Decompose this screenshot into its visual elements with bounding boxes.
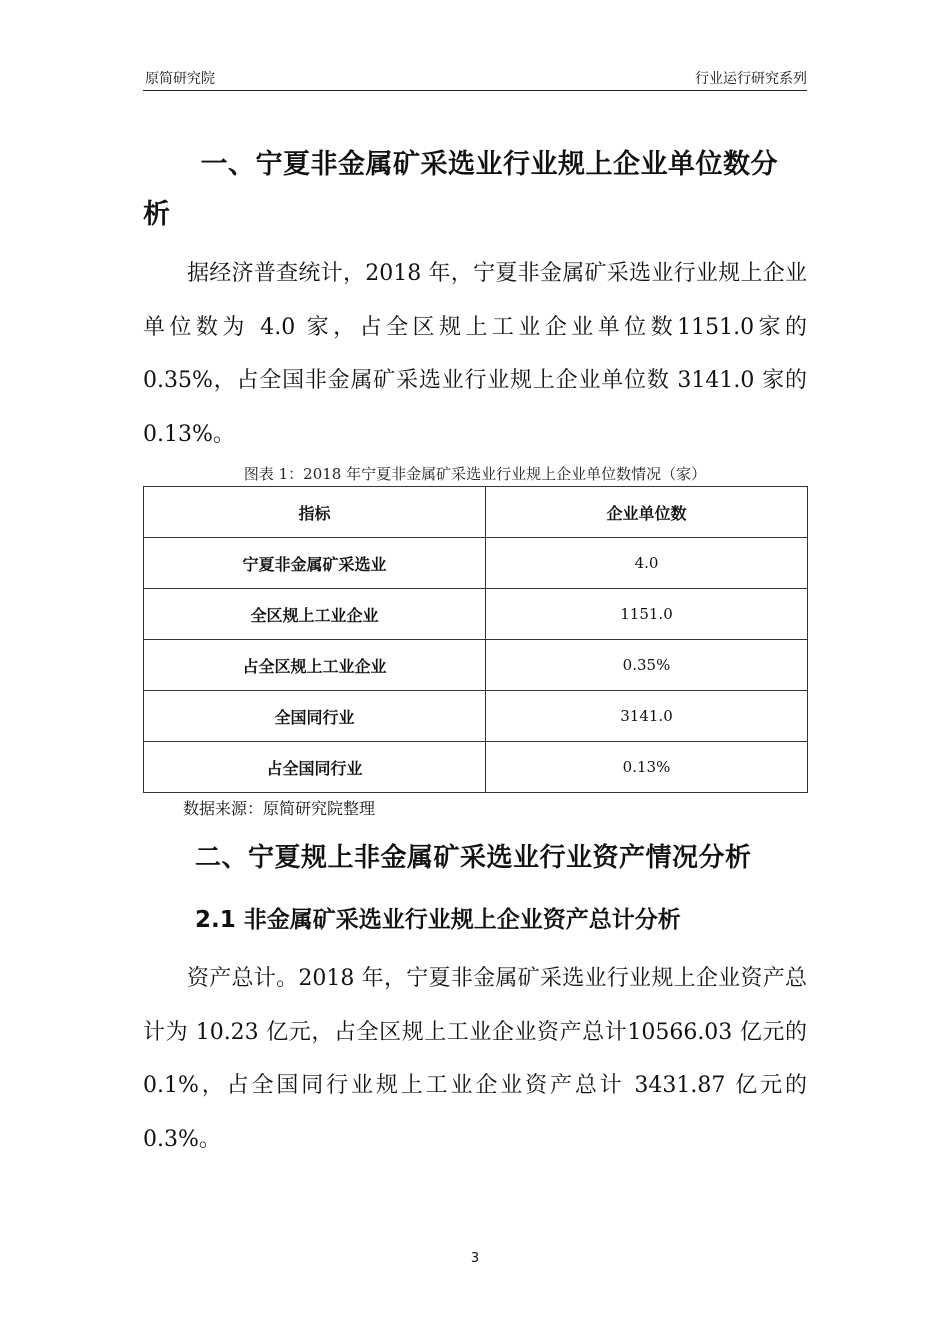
- header-org-name: 原简研究院: [145, 71, 215, 87]
- section1-title-line1: 一、宁夏非金属矿采选业行业规上企业单位数分: [173, 149, 778, 180]
- table-row: [144, 691, 808, 742]
- section1-title-line2: 析: [143, 199, 171, 230]
- subsection-2-1-title: 2.1 非金属矿采选业行业规上企业资产总计分析: [195, 907, 681, 933]
- table-row-value: 1151.0: [486, 589, 808, 640]
- table-row-label: 占全区规上工业企业: [144, 640, 486, 691]
- table-caption: 图表 1：2018 年宁夏非金属矿采选业行业规上企业单位数情况（家）: [243, 465, 707, 483]
- page-header: [143, 68, 807, 91]
- table-row: [144, 742, 808, 793]
- table-source-note: 数据来源：原简研究院整理: [183, 799, 376, 818]
- section2-paragraph: 资产总计。2018 年，宁夏非金属矿采选业行业规上企业资产总计为 10.23 亿元，占全区规上工业企业资产总计10566.03 亿元的 0.1%，占全国同行业规上工业企业资产总计 3431.87 亿元的 0.3%。: [143, 966, 807, 1152]
- enterprise-count-table: [143, 486, 808, 793]
- table-row: [144, 640, 808, 691]
- table-header-count: 企业单位数: [486, 487, 808, 538]
- page-number: 3: [470, 1251, 480, 1266]
- section1-title: [143, 140, 807, 240]
- table-row-label: 全国同行业: [144, 691, 486, 742]
- section2-title: 二、宁夏规上非金属矿采选业行业资产情况分析: [195, 843, 752, 873]
- table-row: [144, 538, 808, 589]
- table-header-row: [144, 487, 808, 538]
- table-row-label: 占全国同行业: [144, 742, 486, 793]
- table-row-value: 0.13%: [486, 742, 808, 793]
- table-row-value: 0.35%: [486, 640, 808, 691]
- section1-paragraph: 据经济普查统计，2018 年，宁夏非金属矿采选业行业规上企业单位数为 4.0 家，占全区规上工业企业单位数1151.0家的 0.35%，占全国非金属矿采选业行业规上企业单位数 3141.0 家的 0.13%。: [143, 261, 807, 447]
- table-row-label: 宁夏非金属矿采选业: [144, 538, 486, 589]
- table-row-value: 3141.0: [486, 691, 808, 742]
- table-header-indicator: 指标: [144, 487, 486, 538]
- table-row-value: 4.0: [486, 538, 808, 589]
- header-series-name: 行业运行研究系列: [695, 71, 807, 87]
- table-row: [144, 589, 808, 640]
- table-row-label: 全区规上工业企业: [144, 589, 486, 640]
